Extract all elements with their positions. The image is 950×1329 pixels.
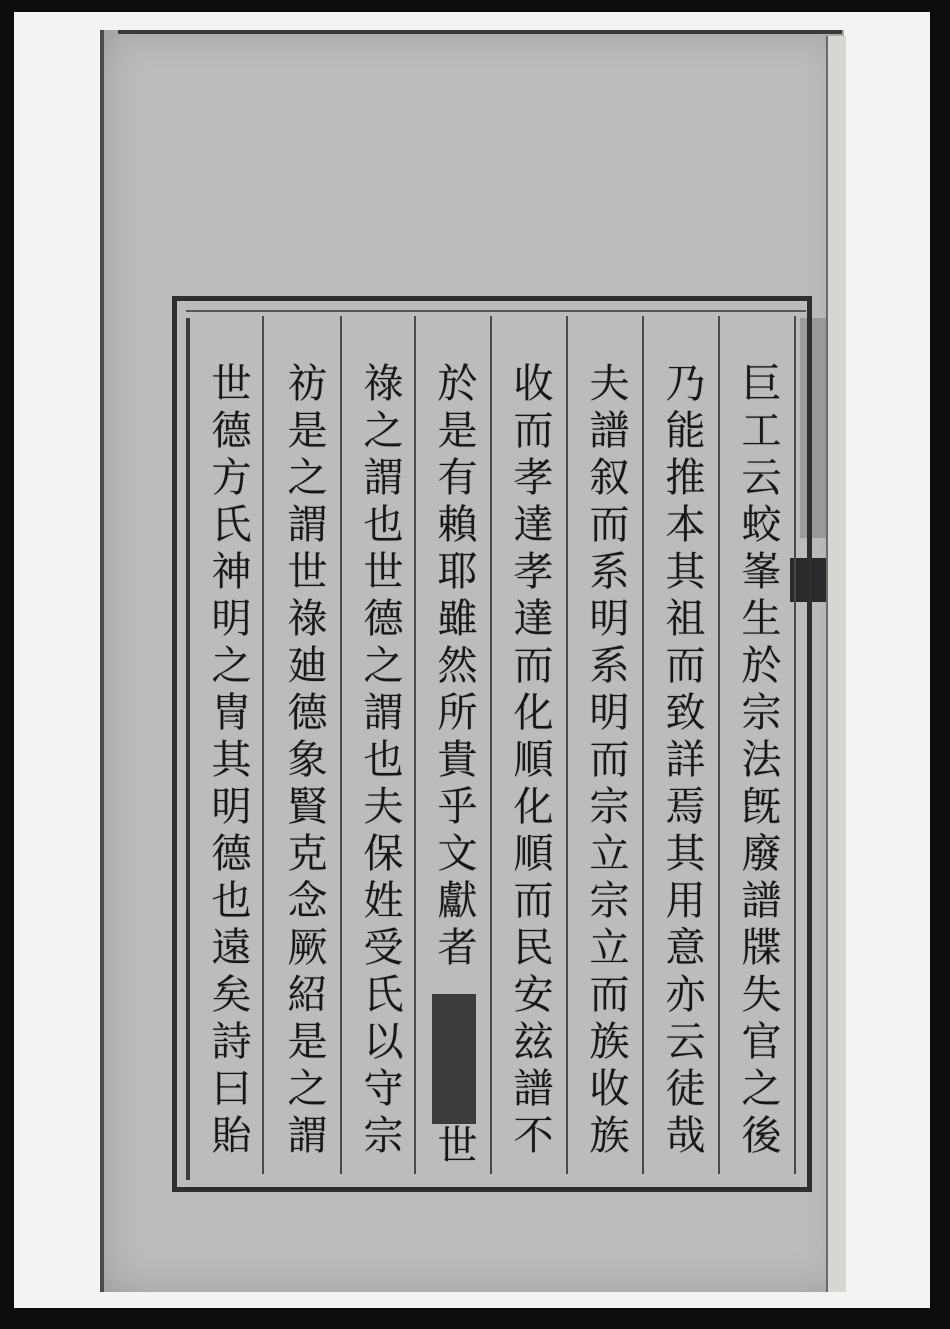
column-divider <box>490 316 492 1174</box>
column-divider <box>262 316 264 1174</box>
text-column-3: 夫譜叙而系明系明而宗立宗立而族收族 <box>583 362 629 1161</box>
ink-blot <box>432 994 476 1124</box>
frame-inner-top-line <box>186 310 806 312</box>
column-divider <box>718 316 720 1174</box>
column-divider <box>566 316 568 1174</box>
text-column-4: 收而孝達孝達而化順化順而民安玆譜不 <box>507 362 553 1161</box>
page-left-edge <box>100 30 104 1292</box>
column-divider <box>414 316 416 1174</box>
text-column-1: 巨工云蛟峯生於宗法旣廢譜牒失官之後 <box>735 362 781 1161</box>
text-column-5-tail: 世 <box>431 1124 477 1171</box>
column-divider <box>340 316 342 1174</box>
text-column-8: 世德方氏神明之冑其明德也遠矣詩曰貽 <box>205 362 251 1161</box>
text-column-5: 於是有賴耶雖然所貴乎文獻者 <box>431 362 477 973</box>
frame-inner-left-line <box>186 318 190 1180</box>
page-top-edge <box>118 30 842 34</box>
text-column-7: 祊是之謂世祿廸德象賢克念厥紹是之謂 <box>281 362 327 1161</box>
text-frame <box>172 296 812 1192</box>
text-column-2: 乃能推本其祖而致詳焉其用意亦云徒哉 <box>659 362 705 1161</box>
column-divider <box>794 316 796 1174</box>
text-column-6: 祿之謂也世德之謂也夫保姓受氏以守宗 <box>357 362 403 1161</box>
page-right-edge <box>826 36 846 1292</box>
column-divider <box>642 316 644 1174</box>
